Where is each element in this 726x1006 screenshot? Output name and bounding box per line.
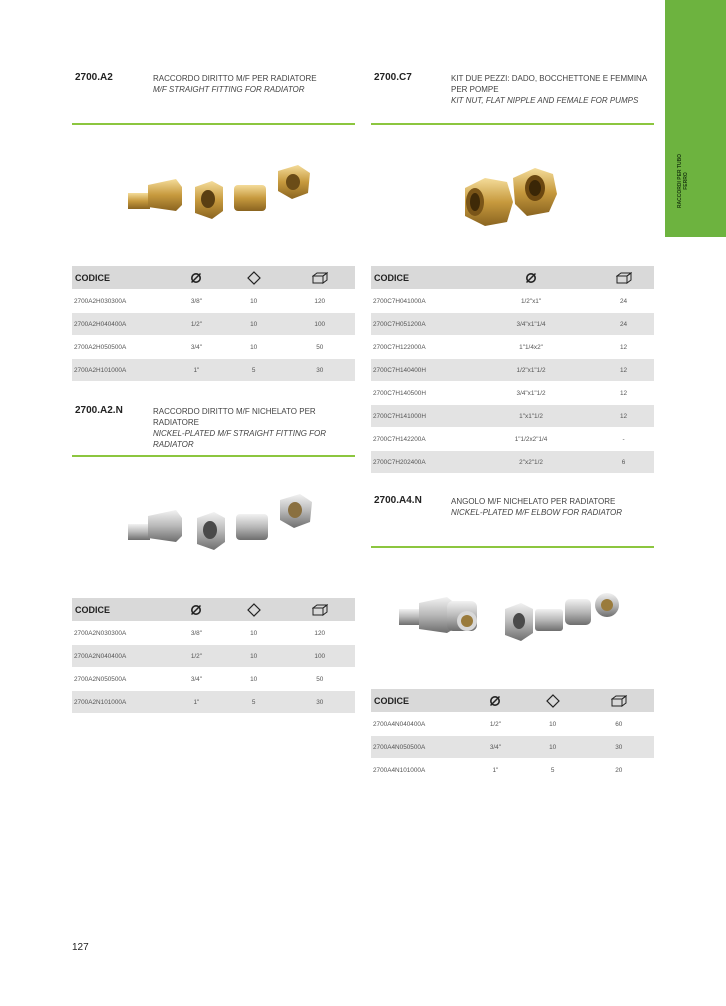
product-table-c7 — [371, 266, 654, 473]
table-row: 2700C7H122000A 1"1/4x2" 12 — [371, 336, 654, 359]
product-desc-a2 — [153, 73, 353, 95]
desc-english: KIT NUT, FLAT NIPPLE AND FEMALE FOR PUMPS — [451, 96, 639, 105]
section-divider — [72, 455, 355, 457]
table-row: 2700C7H140500H 3/4"x1"1/2 12 — [371, 382, 654, 405]
header-codice: CODICE — [371, 689, 469, 713]
product-photo-c7 — [455, 160, 575, 235]
table-row: 2700A2H040400A 1/2" 10 100 — [72, 313, 355, 336]
table-row: 2700C7H202400A 2"x2"1/2 6 — [371, 451, 654, 474]
page-number: 127 — [72, 942, 89, 953]
header-codice: CODICE — [371, 266, 469, 290]
table-row: 2700A2N040400A 1/2" 10 100 — [72, 645, 355, 668]
table-row: 2700A4N101000A 1" 5 20 — [371, 759, 654, 782]
table-row: 2700C7H140400H 1/2"x1"1/2 12 — [371, 359, 654, 382]
product-desc-a2n — [153, 406, 343, 450]
box-icon — [593, 266, 654, 290]
table-row: 2700A4N050500A 3/4" 10 30 — [371, 736, 654, 759]
product-code-a4n: 2700.A4.N — [374, 495, 422, 506]
table-row: 2700A2N050500A 3/4" 10 50 — [72, 668, 355, 691]
box-icon — [584, 689, 655, 713]
product-code-c7: 2700.C7 — [374, 72, 412, 83]
desc-english: NICKEL-PLATED M/F ELBOW FOR RADIATOR — [451, 508, 622, 517]
table-row: 2700A2H101000A 1" 5 30 — [72, 359, 355, 382]
diameter-icon — [170, 266, 223, 290]
side-tab-label: RACCORDI PER TUBO FERRO — [677, 153, 689, 209]
diameter-icon — [469, 689, 522, 713]
product-code-a2: 2700.A2 — [75, 72, 113, 83]
product-table-a2n — [72, 598, 355, 713]
side-category-tab — [665, 0, 726, 237]
diameter-icon — [170, 598, 223, 622]
wrench-size-icon — [522, 689, 584, 713]
table-row: 2700C7H041000A 1/2"x1" 24 — [371, 290, 654, 313]
product-photo-a2 — [120, 155, 320, 225]
product-photo-a4n — [395, 585, 635, 655]
section-divider — [371, 546, 654, 548]
box-icon — [285, 598, 356, 622]
desc-italian: RACCORDO DIRITTO M/F NICHELATO PER RADIATORE — [153, 407, 316, 427]
desc-italian: ANGOLO M/F NICHELATO PER RADIATORE — [451, 497, 616, 506]
table-row: 2700A4N040400A 1/2" 10 60 — [371, 713, 654, 736]
table-row: 2700A2H050500A 3/4" 10 50 — [72, 336, 355, 359]
product-photo-a2n — [120, 488, 320, 558]
desc-italian: KIT DUE PEZZI: DADO, BOCCHETTONE E FEMMINA PER POMPE — [451, 74, 647, 94]
desc-english: M/F STRAIGHT FITTING FOR RADIATOR — [153, 85, 305, 94]
table-row: 2700A2N030300A 3/8" 10 120 — [72, 622, 355, 645]
wrench-size-icon — [223, 598, 285, 622]
desc-italian: RACCORDO DIRITTO M/F PER RADIATORE — [153, 74, 317, 83]
table-row: 2700C7H142200A 1"1/2x2"1/4 - — [371, 428, 654, 451]
table-row: 2700C7H051200A 3/4"x1"1/4 24 — [371, 313, 654, 336]
table-row: 2700C7H141000H 1"x1"1/2 12 — [371, 405, 654, 428]
table-row: 2700A2H030300A 3/8" 10 120 — [72, 290, 355, 313]
section-divider — [72, 123, 355, 125]
product-desc-c7 — [451, 73, 656, 106]
product-table-a4n — [371, 689, 654, 781]
diameter-icon — [469, 266, 593, 290]
header-codice: CODICE — [72, 598, 170, 622]
section-divider — [371, 123, 654, 125]
desc-english: NICKEL-PLATED M/F STRAIGHT FITTING FOR RADIATOR — [153, 429, 327, 449]
box-icon — [285, 266, 356, 290]
product-desc-a4n — [451, 496, 656, 518]
wrench-size-icon — [223, 266, 285, 290]
product-table-a2 — [72, 266, 355, 381]
table-row: 2700A2N101000A 1" 5 30 — [72, 691, 355, 714]
header-codice: CODICE — [72, 266, 170, 290]
product-code-a2n: 2700.A2.N — [75, 405, 123, 416]
